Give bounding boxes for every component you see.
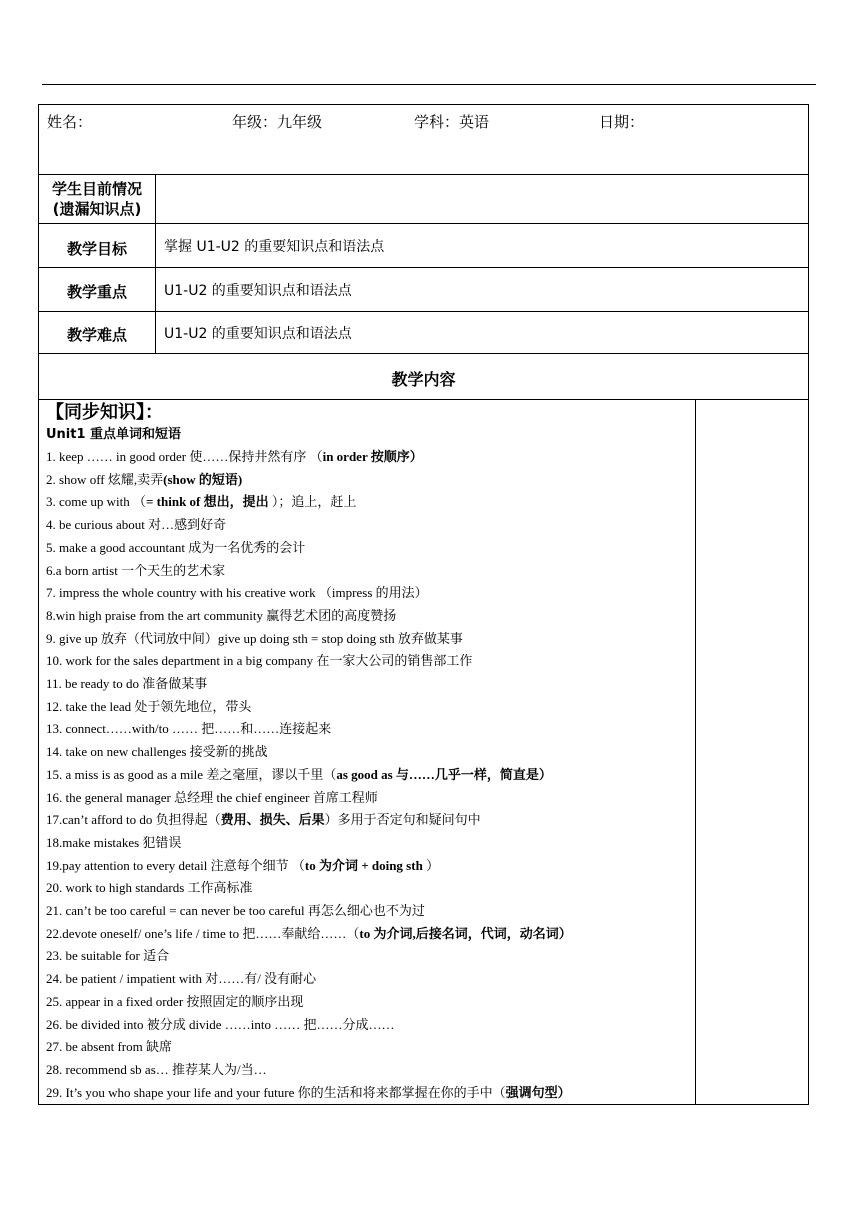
vocab-item: [46, 900, 696, 923]
vocab-tail: ）多用于否定句和疑问句中: [324, 812, 481, 828]
vocab-text: 11. be ready to do 准备做某事: [46, 676, 208, 692]
goal-row: [39, 223, 808, 267]
vocab-text: 6.a born artist 一个天生的艺术家: [46, 562, 226, 578]
vocab-text: 15. a miss is as good as a mile 差之毫厘，谬以千里（: [46, 766, 337, 782]
vocab-text: 24. be patient / impatient with 对……有/ 没有耐心: [46, 971, 317, 987]
vocab-text: 26. be divided into 被分成 divide ……into …… 把……分成……: [46, 1016, 395, 1032]
vocab-item: [46, 469, 696, 492]
vocab-text: 5. make a good accountant 成为一名优秀的会计: [46, 539, 306, 555]
sync-knowledge-title: 【同步知识】：: [46, 402, 163, 423]
vocab-item: [46, 787, 696, 810]
lesson-table: [38, 104, 809, 1105]
vocab-note: (show 的短语): [163, 471, 243, 487]
vocab-text: 25. appear in a fixed order 按照固定的顺序出现: [46, 993, 304, 1009]
content-title: 教学内容: [391, 370, 456, 389]
vocab-note: 费用、损失、后果: [220, 812, 325, 828]
focus-label: 教学重点: [66, 283, 127, 301]
vocab-text: 16. the general manager 总经理 the chief engineer 首席工程师: [46, 789, 378, 805]
focus-row: [39, 267, 808, 311]
vocab-item: [46, 537, 696, 560]
focus-value: U1-U2 的重要知识点和语法点: [164, 283, 352, 299]
vocab-item: [46, 628, 696, 651]
vocab-text: 21. can’t be too careful = can never be too careful 再怎么细心也不为过: [46, 903, 425, 919]
vocab-note: to 为介词 + doing sth: [304, 857, 423, 873]
name-field: 姓名：: [47, 113, 93, 131]
vocab-item: [46, 673, 696, 696]
vocab-text: 18.make mistakes 犯错误: [46, 834, 182, 850]
vocab-note: 强调句型）: [505, 1084, 571, 1100]
vocab-item: [46, 809, 696, 832]
content-row: [39, 399, 808, 1104]
vocab-text: 4. be curious about 对…感到好奇: [46, 517, 227, 533]
vocab-text: 17.can’t afford to do 负担得起（: [46, 812, 221, 828]
vocab-note: in order 按顺序）: [322, 449, 423, 464]
vocab-item: [46, 582, 696, 605]
vocab-item: [46, 1036, 696, 1059]
vocab-item: [46, 514, 696, 537]
vocab-text: 13. connect……with/to …… 把……和……连接起来: [46, 721, 332, 737]
subject-field: 学科：英语: [414, 113, 490, 131]
status-label-line2: (遗漏知识点): [52, 200, 142, 218]
vocab-text: 9. give up 放弃（代词放中间）give up doing sth = stop doing sth 放弃做某事: [46, 630, 463, 646]
header-rule: [42, 84, 816, 85]
vocab-item: [46, 718, 696, 741]
vocab-item: [46, 923, 696, 946]
vocab-text: 2. show off 炫耀,卖弄: [46, 471, 164, 487]
vocab-text: 1. keep …… in good order 使……保持井然有序 （: [46, 449, 323, 464]
vocab-text: 14. take on new challenges 接受新的挑战: [46, 744, 268, 760]
goal-value: 掌握 U1-U2 的重要知识点和语法点: [164, 239, 385, 255]
vocab-note: = think of 想出，提出: [146, 494, 269, 510]
content-title-row: [39, 353, 808, 399]
vocab-item: [46, 1014, 696, 1037]
vocab-item: [46, 877, 696, 900]
grade-field: 年级：九年级: [232, 113, 323, 131]
content-body: [46, 400, 696, 1104]
status-label: [39, 179, 155, 219]
vocab-text: 22.devote oneself/ one’s life / time to 把……奉献给……（: [46, 925, 360, 941]
vocab-item: [46, 491, 696, 514]
vocab-item: [46, 650, 696, 673]
vocab-text: 10. work for the sales department in a big company 在一家大公司的销售部工作: [46, 653, 473, 669]
vocab-text: 28. recommend sb as… 推荐某人为/当…: [46, 1061, 267, 1077]
vocab-item: [46, 968, 696, 991]
vocab-item: [46, 741, 696, 764]
vocab-note: to 为介词,后接名词，代词，动名词）: [359, 925, 572, 941]
goal-label: 教学目标: [66, 240, 127, 258]
vocab-item: [46, 855, 696, 878]
unit-title: Unit1 重点单词和短语: [46, 427, 182, 442]
vocab-tail: ）: [422, 857, 440, 873]
date-field: 日期：: [599, 113, 645, 131]
vocab-text: 7. impress the whole country with his creative work （impress 的用法）: [46, 585, 428, 601]
vocab-item: [46, 696, 696, 719]
vocab-text: 3. come up with （: [46, 494, 147, 510]
vocab-text: 29. It’s you who shape your life and your future 你的生活和将来都掌握在你的手中（: [46, 1084, 506, 1100]
vocab-note: as good as 与……几乎一样，简直是）: [336, 766, 552, 782]
vocab-item: [46, 764, 696, 787]
vocab-item: [46, 605, 696, 628]
difficulty-row: [39, 311, 808, 353]
vocab-item: [46, 832, 696, 855]
header-row: [39, 105, 808, 174]
vocab-text: 12. take the lead 处于领先地位，带头: [46, 698, 252, 714]
vocab-item: [46, 560, 696, 583]
vocab-text: 19.pay attention to every detail 注意每个细节 （: [46, 857, 305, 873]
vocab-item: [46, 1082, 696, 1105]
difficulty-label: 教学难点: [66, 326, 127, 344]
vocabulary-list: [46, 446, 696, 1104]
vocab-text: 8.win high praise from the art community 赢得艺术团的高度赞扬: [46, 607, 397, 623]
vocab-item: [46, 945, 696, 968]
vocab-item: [46, 446, 696, 469]
vocab-tail: ）；追上，赶上: [268, 494, 357, 510]
vocab-text: 27. be absent from 缺席: [46, 1039, 173, 1055]
vocab-text: 20. work to high standards 工作高标准: [46, 880, 253, 896]
difficulty-value: U1-U2 的重要知识点和语法点: [164, 326, 352, 342]
vocab-text: 23. be suitable for 适合: [46, 948, 170, 964]
status-label-line1: 学生目前情况: [51, 180, 142, 198]
vocab-item: [46, 991, 696, 1014]
status-row: [39, 174, 808, 223]
vocab-item: [46, 1059, 696, 1082]
